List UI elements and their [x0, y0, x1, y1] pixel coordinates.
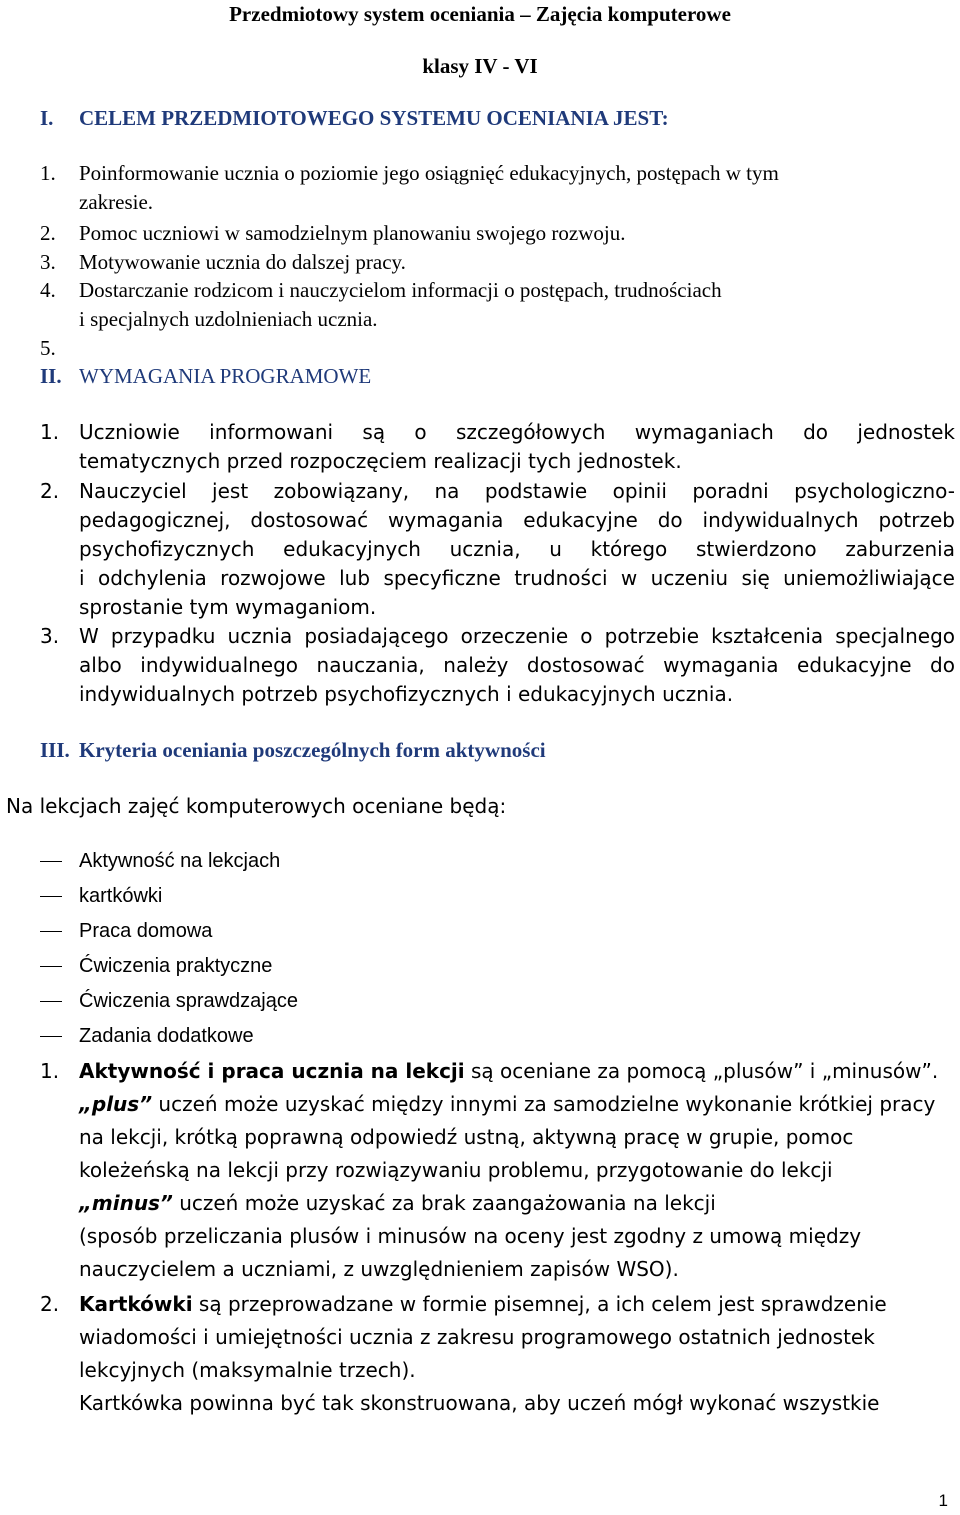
list-item: kartkówki — [79, 885, 163, 907]
section-1-number: I. — [40, 106, 54, 130]
c2-line1 — [79, 1290, 887, 1319]
s1-item-4-number: 4. — [40, 278, 56, 302]
c1-bold-lead: Aktywność i praca ucznia na lekcji — [79, 1059, 465, 1083]
c2-bold-lead: Kartkówki — [79, 1292, 193, 1316]
minus-label: „minus” — [79, 1191, 173, 1215]
s1-item-1-line2: zakresie. — [79, 190, 154, 214]
section-3-intro: Na lekcjach zajęć komputerowych oceniane będą: — [6, 794, 507, 818]
page-subtitle: klasy IV - VI — [422, 54, 538, 78]
list-dash — [40, 1001, 62, 1002]
s2-p3-line2: albo indywidualnego nauczania, należy dostosować wymagania edukacyjne do — [79, 653, 955, 677]
section-3-heading: Kryteria oceniania poszczególnych form aktywności — [79, 738, 546, 762]
c1-line7: nauczycielem a uczniami, z uwzględnieniem zapisów WSO). — [79, 1257, 679, 1281]
c2-rest: są przeprowadzane w formie pisemnej, a ich celem jest sprawdzenie — [192, 1292, 887, 1316]
s1-item-1-line1: Poinformowanie ucznia o poziomie jego osiągnięć edukacyjnych, postępach w tym — [79, 161, 779, 185]
c2-number: 2. — [40, 1292, 60, 1316]
page-title: Przedmiotowy system oceniania – Zajęcia komputerowe — [229, 2, 731, 26]
c2-line4: Kartkówka powinna być tak skonstruowana, aby uczeń mógł wykonać wszystkie — [79, 1391, 880, 1415]
s2-p1-line1: Uczniowie informowani są o szczegółowych wymaganiach do jednostek — [79, 420, 955, 444]
s1-item-3-number: 3. — [40, 250, 56, 274]
c1-line4: koleżeńską na lekcji przy rozwiązywaniu problemu, przygotowanie do lekcji — [79, 1158, 833, 1182]
s1-item-1-number: 1. — [40, 161, 56, 185]
s2-p2-line1: Nauczyciel jest zobowiązany, na podstawie opinii poradni psychologiczno- — [79, 479, 955, 503]
list-item: Aktywność na lekcjach — [79, 850, 281, 872]
s1-item-4-line1: Dostarczanie rodzicom i nauczycielom informacji o postępach, trudnościach — [79, 278, 722, 302]
section-2-heading: WYMAGANIA PROGRAMOWE — [79, 364, 372, 388]
c1-line6: (sposób przeliczania plusów i minusów na oceny jest zgodny z umową między — [79, 1224, 862, 1248]
list-item: Praca domowa — [79, 920, 213, 942]
list-dash — [40, 966, 62, 967]
s2-p3-line3: indywidualnych potrzeb psychofizycznych i edukacyjnych ucznia. — [79, 682, 734, 706]
c1-plus-line — [79, 1090, 935, 1119]
c2-line3: lekcyjnych (maksymalnie trzech). — [79, 1358, 416, 1382]
list-item: Zadania dodatkowe — [79, 1025, 254, 1047]
list-dash — [40, 931, 62, 932]
c2-line2: wiadomości i umiejętności ucznia z zakresu programowego ostatnich jednostek — [79, 1325, 875, 1349]
s1-item-2-number: 2. — [40, 221, 56, 245]
s2-p2-number: 2. — [40, 479, 60, 503]
list-dash — [40, 896, 62, 897]
c1-number: 1. — [40, 1059, 60, 1083]
plus-text: uczeń może uzyskać między innymi za samodzielne wykonanie krótkiej pracy — [152, 1092, 936, 1116]
list-item: Ćwiczenia sprawdzające — [79, 990, 298, 1012]
page-number: 1 — [938, 1491, 948, 1510]
s2-p1-number: 1. — [40, 420, 60, 444]
s1-item-2-text: Pomoc uczniowi w samodzielnym planowaniu swojego rozwoju. — [79, 221, 626, 245]
s1-item-3-text: Motywowanie ucznia do dalszej pracy. — [79, 250, 406, 274]
list-dash — [40, 1036, 62, 1037]
s1-item-4-line2: i specjalnych uzdolnieniach ucznia. — [79, 307, 378, 331]
plus-label: „plus” — [79, 1092, 153, 1116]
s2-p3-line1: W przypadku ucznia posiadającego orzeczenie o potrzebie kształcenia specjalnego — [79, 624, 955, 648]
section-2-number: II. — [40, 364, 62, 388]
c1-line3: na lekcji, krótką poprawną odpowiedź ustną, aktywną pracę w grupie, pomoc — [79, 1125, 854, 1149]
s2-p2-line2: pedagogicznej, dostosować wymagania edukacyjne do indywidualnych potrzeb — [79, 508, 955, 532]
section-3-number: III. — [40, 738, 70, 762]
c1-line1 — [79, 1057, 938, 1086]
c1-minus-line — [79, 1189, 716, 1218]
s2-p1-line2: tematycznych przed rozpoczęciem realizacji tych jednostek. — [79, 449, 682, 473]
s2-p2-line4: i odchylenia rozwojowe lub specyficzne trudności w uczeniu się uniemożliwiające — [79, 566, 955, 590]
list-dash — [40, 861, 62, 862]
s2-p2-line5: sprostanie tym wymaganiom. — [79, 595, 377, 619]
minus-text: uczeń może uzyskać za brak zaangażowania na lekcji — [172, 1191, 716, 1215]
c1-rest: są oceniane za pomocą „plusów” i „minusów”. — [464, 1059, 939, 1083]
list-item: Ćwiczenia praktyczne — [79, 955, 273, 977]
s1-item-5-number: 5. — [40, 336, 56, 360]
s2-p2-line3: psychofizycznych edukacyjnych ucznia, u którego stwierdzono zaburzenia — [79, 537, 955, 561]
s2-p3-number: 3. — [40, 624, 60, 648]
section-1-heading: CELEM PRZEDMIOTOWEGO SYSTEMU OCENIANIA JEST: — [79, 106, 669, 130]
